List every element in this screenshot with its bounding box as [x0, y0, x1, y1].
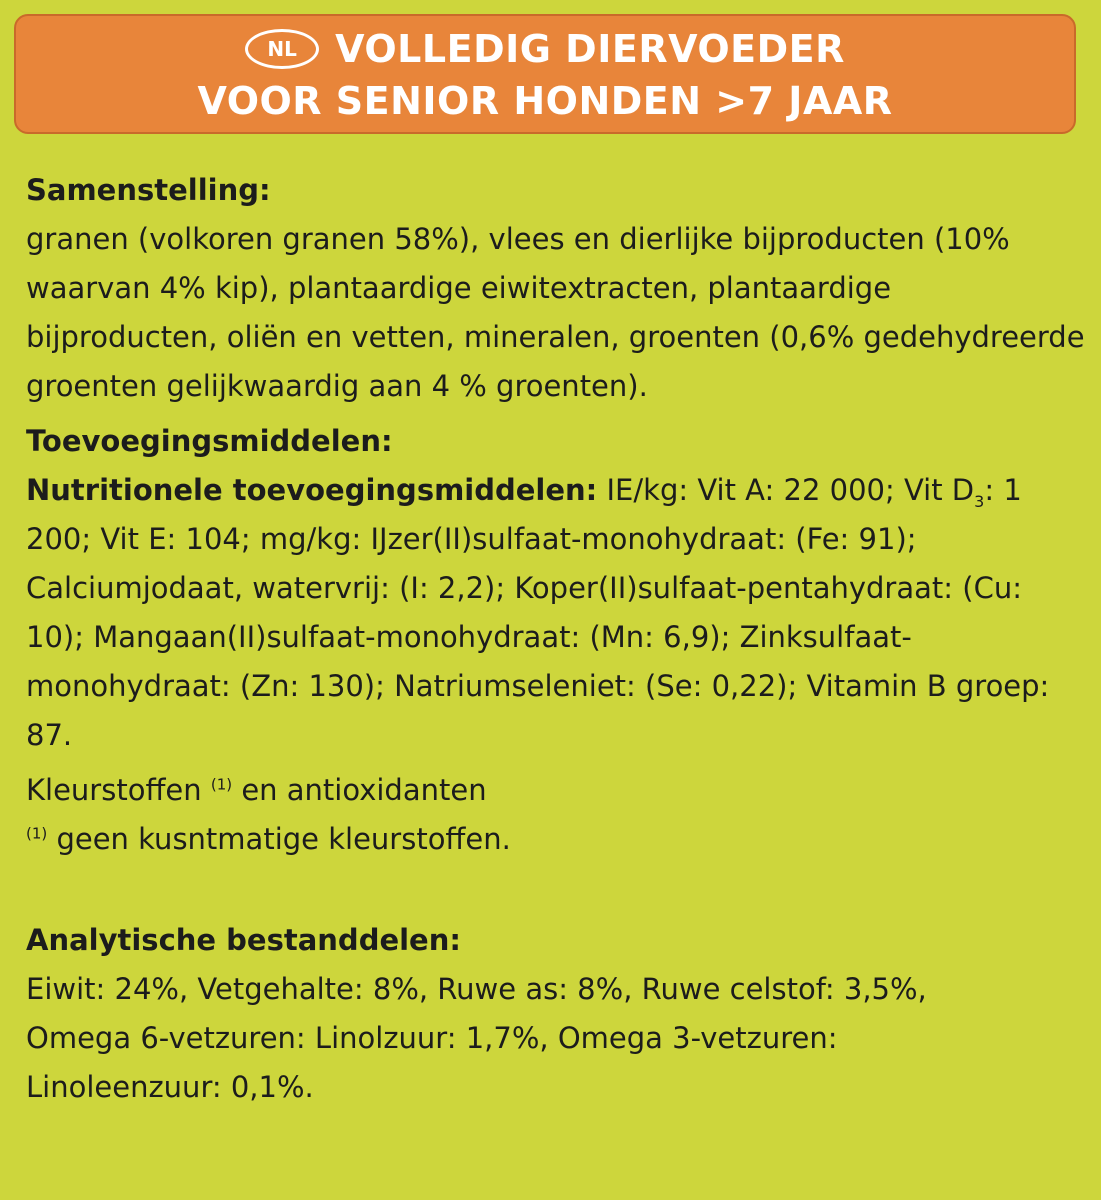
title-banner	[14, 14, 1076, 134]
nutritional-additives	[26, 466, 1086, 760]
label-content	[26, 166, 1086, 1112]
footnote-mark: (1)	[210, 775, 233, 794]
analytical-line-1: Eiwit: 24%, Vetgehalte: 8%, Ruwe as: 8%, Ruwe celstof: 3,5%,	[26, 972, 927, 1006]
title-row-1	[16, 23, 1074, 75]
composition-heading: Samenstelling:	[26, 173, 271, 207]
analytical-line-3: Linoleenzuur: 0,1%.	[26, 1070, 314, 1104]
nutritional-additives-part1: IE/kg: Vit A: 22 000; Vit D	[606, 473, 975, 507]
footnote-mark-2: (1)	[26, 824, 48, 843]
colorants-text: Kleurstoffen	[26, 773, 202, 807]
analytical-heading: Analytische bestanddelen:	[26, 923, 461, 957]
nutritional-additives-label: Nutritionele toevoegingsmiddelen:	[26, 473, 598, 507]
footnote-text: geen kusntmatige kleurstoffen.	[47, 822, 511, 856]
title-line-2: VOOR SENIOR HONDEN >7 JAAR	[197, 79, 893, 123]
vit-d-subscript: 3	[974, 491, 985, 511]
colorants-text-2: en antioxidanten	[232, 773, 487, 807]
footnote-line	[26, 815, 1086, 864]
language-badge: NL	[245, 29, 319, 69]
analytical-line-2: Omega 6-vetzuren: Linolzuur: 1,7%, Omega 3-vetzuren:	[26, 1021, 838, 1055]
colorants-line	[26, 766, 1086, 815]
additives-heading: Toevoegingsmiddelen:	[26, 424, 393, 458]
composition-text: granen (volkoren granen 58%), vlees en dierlijke bijproducten (10% waarvan 4% kip), plantaardige eiwitextracten, plantaardige bijproducten, oliën en vetten, mineralen, groenten (0,6% gedehydreerde groenten gelijkwaardig aan 4 % groenten).	[26, 222, 1085, 403]
nutritional-additives-part2: : 1 200; Vit E: 104; mg/kg: IJzer(II)sulfaat-monohydraat: (Fe: 91); Calciumjodaat, watervrij: (I: 2,2); Koper(II)sulfaat-pentahydraat: (Cu: 10); Mangaan(II)sulfaat-monohydraat: (Mn: 6,9); Zinksulfaat-monohydraat: (Zn: 130); Natriumseleniet: (Se: 0,22); Vitamin B groep: 87.	[26, 473, 1050, 752]
title-line-1: VOLLEDIG DIERVOEDER	[335, 27, 845, 71]
